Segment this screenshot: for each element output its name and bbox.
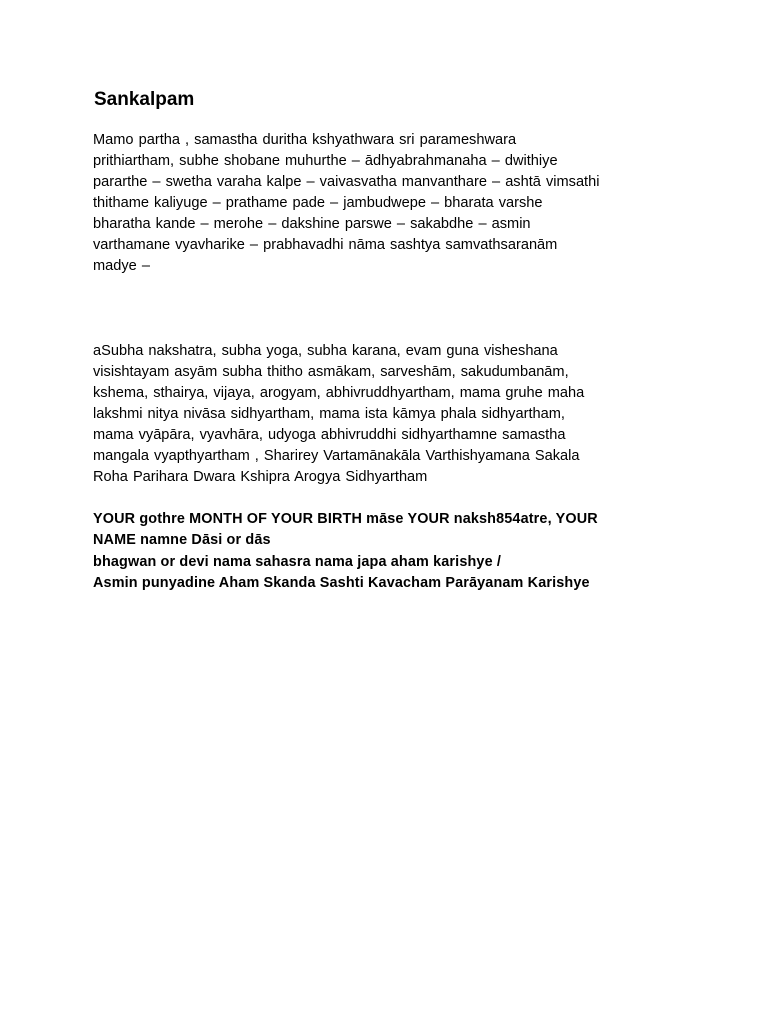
- text-line: varthamane vyavharike – prabhavadhi nāma sashtya samvathsaranām: [93, 237, 558, 253]
- text-line: visishtayam asyām subha thitho asmākam, sarveshām, sakudumbanām,: [93, 364, 569, 380]
- text-line: thithame kaliyuge – prathame pade – jambudwepe – bharata varshe: [93, 195, 543, 211]
- paragraph-sankalpam-blessings: [93, 341, 693, 488]
- text-line: bharatha kande – merohe – dakshine parswe – sakabdhe – asmin: [93, 216, 531, 232]
- text-line: bhagwan or devi nama sahasra nama japa aham karishye /: [93, 553, 502, 570]
- text-line: aSubha nakshatra, subha yoga, subha karana, evam guna visheshana: [93, 343, 558, 359]
- text-line: prithiartham, subhe shobane muhurthe – ādhyabrahmanaha – dwithiye: [93, 153, 558, 169]
- text-line: Mamo partha , samastha duritha kshyathwara sri parameshwara: [93, 132, 517, 148]
- paragraph-sankalpam-personal: [93, 509, 693, 594]
- document-title: Sankalpam: [94, 89, 195, 110]
- text-line: mangala vyapthyartham , Sharirey Vartamānakāla Varthishyamana Sakala: [93, 448, 580, 464]
- text-line: Roha Parihara Dwara Kshipra Arogya Sidhyartham: [93, 469, 428, 485]
- text-line: YOUR gothre MONTH OF YOUR BIRTH māse YOUR naksh854atre, YOUR: [93, 511, 598, 527]
- text-line: madye –: [93, 258, 150, 274]
- text-line: NAME namne Dāsi or dās: [93, 532, 271, 549]
- text-line: pararthe – swetha varaha kalpe – vaivasvatha manvanthare – ashtā vimsathi: [93, 174, 600, 190]
- text-line: kshema, sthairya, vijaya, arogyam, abhivruddhyartham, mama gruhe maha: [93, 385, 585, 401]
- text-line: Asmin punyadine Aham Skanda Sashti Kavacham Parāyanam Karishye: [93, 574, 590, 591]
- text-line: lakshmi nitya nivāsa sidhyartham, mama ista kāmya phala sidhyartham,: [93, 406, 565, 422]
- paragraph-sankalpam-intro: [93, 130, 693, 277]
- text-line: mama vyāpāra, vyavhāra, udyoga abhivruddhi sidhyarthamne samastha: [93, 427, 566, 443]
